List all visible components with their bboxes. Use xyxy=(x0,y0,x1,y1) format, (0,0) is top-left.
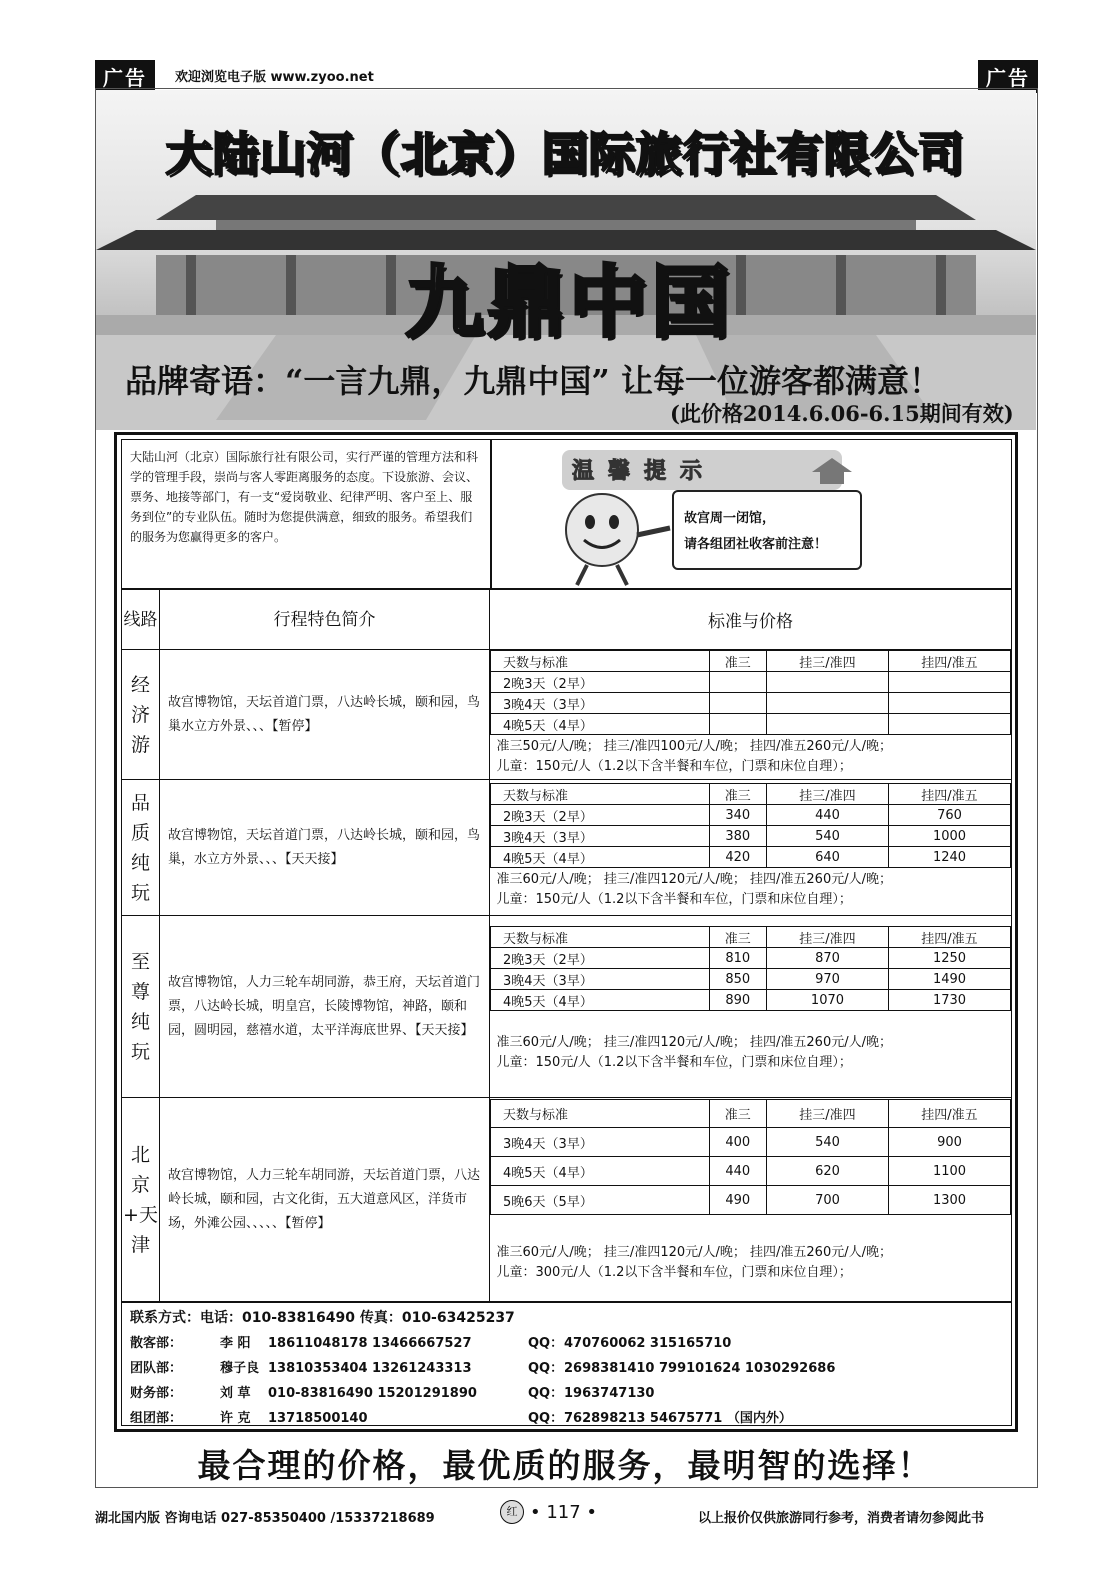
price-cell: 900 xyxy=(888,1128,1010,1157)
brand-slogan: 品牌寄语：“一言九鼎，九鼎中国” 让每一位游客都满意！ xyxy=(125,362,941,400)
price-cell: 4晚5天（4早） xyxy=(491,1157,710,1186)
price-cell: 4晚5天（4早） xyxy=(491,714,710,735)
price-cell: 890 xyxy=(709,990,766,1011)
child-note: 儿童：150元/人（1.2以下含半餐和车位，门票和床位自理）； xyxy=(496,892,852,907)
routes-table xyxy=(121,589,1012,1303)
price-cell: 440 xyxy=(709,1157,766,1186)
price-cell: 400 xyxy=(709,1128,766,1157)
main-panel xyxy=(114,432,1018,1432)
col-header: 准三 xyxy=(709,927,766,948)
col-header: 挂三/准四 xyxy=(766,1100,888,1128)
contact-qq: 762898213 54675771 （国内外） xyxy=(564,1411,792,1426)
child-note: 儿童：300元/人（1.2以下含半餐和车位，门票和床位自理）； xyxy=(496,1265,852,1280)
tip-panel xyxy=(491,439,1012,589)
route-desc: 故宫博物馆，人力三轮车胡同游，天坛首道门票，八达岭长城，颐和园，古文化街，五大道意风区，洋货市场，外滩公园、、、、、【暂停】 xyxy=(160,1098,490,1303)
price-cell: 870 xyxy=(766,948,888,969)
col-header: 挂三/准四 xyxy=(766,784,888,805)
header-line: 线路 xyxy=(122,590,160,650)
col-header: 天数与标准 xyxy=(491,651,710,672)
col-header: 准三 xyxy=(709,651,766,672)
col-header: 天数与标准 xyxy=(491,784,710,805)
price-cell: 490 xyxy=(709,1186,766,1215)
route-desc: 故宫博物馆，天坛首道门票，八达岭长城，颐和园，鸟巢，水立方外景、、、【天天接】 xyxy=(160,780,490,916)
price-note xyxy=(491,1011,1011,1088)
qq-label: QQ： xyxy=(528,1336,564,1351)
qq-label: QQ： xyxy=(528,1411,564,1426)
price-cell: 2晚3天（2早） xyxy=(491,805,710,826)
route-name: 品质纯玩 xyxy=(122,780,160,916)
header-url: 欢迎浏览电子版 www.zyoo.net xyxy=(175,70,374,85)
contact-row xyxy=(130,1381,1003,1406)
price-note xyxy=(491,735,1011,780)
contact-name: 李 阳 xyxy=(220,1336,251,1351)
tip-line: 故宫周一闭馆， xyxy=(684,511,776,526)
route-name: 经济游 xyxy=(122,650,160,780)
contact-row xyxy=(130,1331,1003,1356)
price-cell: 540 xyxy=(766,1128,888,1157)
price-cell: 760 xyxy=(888,805,1010,826)
price-cell xyxy=(766,693,888,714)
price-note xyxy=(491,1215,1011,1302)
price-cell: 620 xyxy=(766,1157,888,1186)
price-cell xyxy=(888,672,1010,693)
header-desc: 行程特色简介 xyxy=(160,590,490,650)
contact-block xyxy=(121,1301,1012,1426)
price-cell: 4晚5天（4早） xyxy=(491,847,710,868)
col-header: 挂四/准五 xyxy=(888,651,1010,672)
col-header: 天数与标准 xyxy=(491,1100,710,1128)
ad-label-left: 广告 xyxy=(95,60,155,93)
qq-label: QQ： xyxy=(528,1386,564,1401)
route-prices xyxy=(490,780,1012,916)
price-cell: 440 xyxy=(766,805,888,826)
price-note xyxy=(491,868,1011,913)
col-header: 挂四/准五 xyxy=(888,784,1010,805)
seal-icon: 红 xyxy=(500,1500,524,1524)
price-cell: 1000 xyxy=(888,826,1010,847)
price-cell: 640 xyxy=(766,847,888,868)
col-header: 准三 xyxy=(709,1100,766,1128)
bottom-slogan: 最合理的价格，最优质的服务，最明智的选择！ xyxy=(197,1446,933,1485)
brand-logo: 九鼎中国 xyxy=(405,257,734,348)
header-price: 标准与价格 xyxy=(490,590,1012,650)
route-prices xyxy=(490,916,1012,1098)
price-cell: 5晚6天（5早） xyxy=(491,1186,710,1215)
route-desc: 故宫博物馆，天坛首道门票，八达岭长城，颐和园，鸟巢水立方外景、、、【暂停】 xyxy=(160,650,490,780)
price-cell xyxy=(888,693,1010,714)
col-header: 挂三/准四 xyxy=(766,651,888,672)
price-cell: 2晚3天（2早） xyxy=(491,948,710,969)
contact-name: 穆子良 xyxy=(220,1361,260,1376)
price-cell: 3晚4天（3早） xyxy=(491,969,710,990)
contact-phones: 18611048178 13466667527 xyxy=(268,1336,472,1351)
col-header: 挂四/准五 xyxy=(888,927,1010,948)
route-prices xyxy=(490,650,1012,780)
price-cell: 1490 xyxy=(888,969,1010,990)
route-name: 至尊纯玩 xyxy=(122,916,160,1098)
route-prices xyxy=(490,1098,1012,1303)
contact-name: 刘 草 xyxy=(220,1386,251,1401)
contact-qq: 470760062 315165710 xyxy=(564,1336,732,1351)
dept-label: 组团部： xyxy=(130,1411,183,1426)
price-cell: 850 xyxy=(709,969,766,990)
dept-label: 散客部： xyxy=(130,1336,183,1351)
contact-qq: 1963747130 xyxy=(564,1386,655,1401)
price-cell xyxy=(766,714,888,735)
contact-main: 联系方式：电话：010-83816490 传真：010-63425237 xyxy=(130,1310,515,1326)
price-cell: 420 xyxy=(709,847,766,868)
tip-line: 请各组团社收客前注意！ xyxy=(684,537,828,552)
surcharge-note: 准三60元/人/晚； 挂三/准四120元/人/晚； 挂四/准五260元/人/晚； xyxy=(496,872,892,887)
surcharge-note: 准三50元/人/晚； 挂三/准四100元/人/晚； 挂四/准五260元/人/晚； xyxy=(496,739,892,754)
dept-label: 团队部： xyxy=(130,1361,183,1376)
price-cell xyxy=(709,672,766,693)
footer-page xyxy=(500,1500,597,1524)
contact-phones: 13718500140 xyxy=(268,1411,368,1426)
price-cell: 1250 xyxy=(888,948,1010,969)
price-cell: 1240 xyxy=(888,847,1010,868)
price-cell: 540 xyxy=(766,826,888,847)
price-cell: 3晚4天（3早） xyxy=(491,826,710,847)
ad-label-right: 广告 xyxy=(978,60,1038,93)
col-header: 挂三/准四 xyxy=(766,927,888,948)
price-cell: 970 xyxy=(766,969,888,990)
col-header: 准三 xyxy=(709,784,766,805)
contact-row xyxy=(130,1356,1003,1381)
company-name: 大陆山河（北京）国际旅行社有限公司 xyxy=(165,127,965,181)
col-header: 天数与标准 xyxy=(491,927,710,948)
route-desc: 故宫博物馆，人力三轮车胡同游，恭王府，天坛首道门票，八达岭长城，明皇宫，长陵博物馆，神路，颐和园，圆明园，慈禧水道，太平洋海底世界、【天天接】 xyxy=(160,916,490,1098)
child-note: 儿童：150元/人（1.2以下含半餐和车位，门票和床位自理）； xyxy=(496,759,852,774)
contact-phones: 13810353404 13261243313 xyxy=(268,1361,472,1376)
price-cell: 1070 xyxy=(766,990,888,1011)
surcharge-note: 准三60元/人/晚； 挂三/准四120元/人/晚； 挂四/准五260元/人/晚； xyxy=(496,1245,892,1260)
price-cell xyxy=(709,714,766,735)
contact-qq: 2698381410 799101624 1030292686 xyxy=(564,1361,836,1376)
qq-label: QQ： xyxy=(528,1361,564,1376)
contact-row xyxy=(130,1406,1003,1431)
dept-label: 财务部： xyxy=(130,1386,183,1401)
price-cell: 700 xyxy=(766,1186,888,1215)
price-cell: 2晚3天（2早） xyxy=(491,672,710,693)
price-cell: 340 xyxy=(709,805,766,826)
price-validity: (此价格2014.6.06-6.15期间有效) xyxy=(670,401,1014,426)
surcharge-note: 准三60元/人/晚； 挂三/准四120元/人/晚； 挂四/准五260元/人/晚； xyxy=(496,1035,892,1050)
page-number: • 117 • xyxy=(530,1501,598,1523)
footer-left: 湖北国内版 咨询电话 027-85350400 /15337218689 xyxy=(95,1511,435,1526)
tip-title: 温馨提示 xyxy=(572,459,717,484)
price-cell: 1100 xyxy=(888,1157,1010,1186)
tip-message xyxy=(672,490,862,570)
contact-phones: 010-83816490 15201291890 xyxy=(268,1386,477,1401)
company-intro: 大陆山河（北京）国际旅行社有限公司，实行严谨的管理方法和科学的管理手段，崇尚与客人零距离服务的态度。下设旅游、会议、票务、地接等部门，有一支“爱岗敬业、纪律严明、客户至上、服务到位”的专业队伍。随时为您提供满意，细致的服务。希望我们的服务为您赢得更多的客户。 xyxy=(121,439,491,589)
price-cell: 1730 xyxy=(888,990,1010,1011)
price-cell: 4晚5天（4早） xyxy=(491,990,710,1011)
price-cell xyxy=(709,693,766,714)
route-name: 北京+天津 xyxy=(122,1098,160,1303)
col-header: 挂四/准五 xyxy=(888,1100,1010,1128)
price-cell: 810 xyxy=(709,948,766,969)
child-note: 儿童：150元/人（1.2以下含半餐和车位，门票和床位自理）； xyxy=(496,1055,852,1070)
price-cell: 1300 xyxy=(888,1186,1010,1215)
price-cell xyxy=(766,672,888,693)
price-cell: 3晚4天（3早） xyxy=(491,693,710,714)
footer-right: 以上报价仅供旅游同行参考，消费者请勿参阅此书 xyxy=(698,1511,985,1526)
price-cell: 3晚4天（3早） xyxy=(491,1128,710,1157)
contact-name: 许 克 xyxy=(220,1411,251,1426)
price-cell xyxy=(888,714,1010,735)
price-cell: 380 xyxy=(709,826,766,847)
